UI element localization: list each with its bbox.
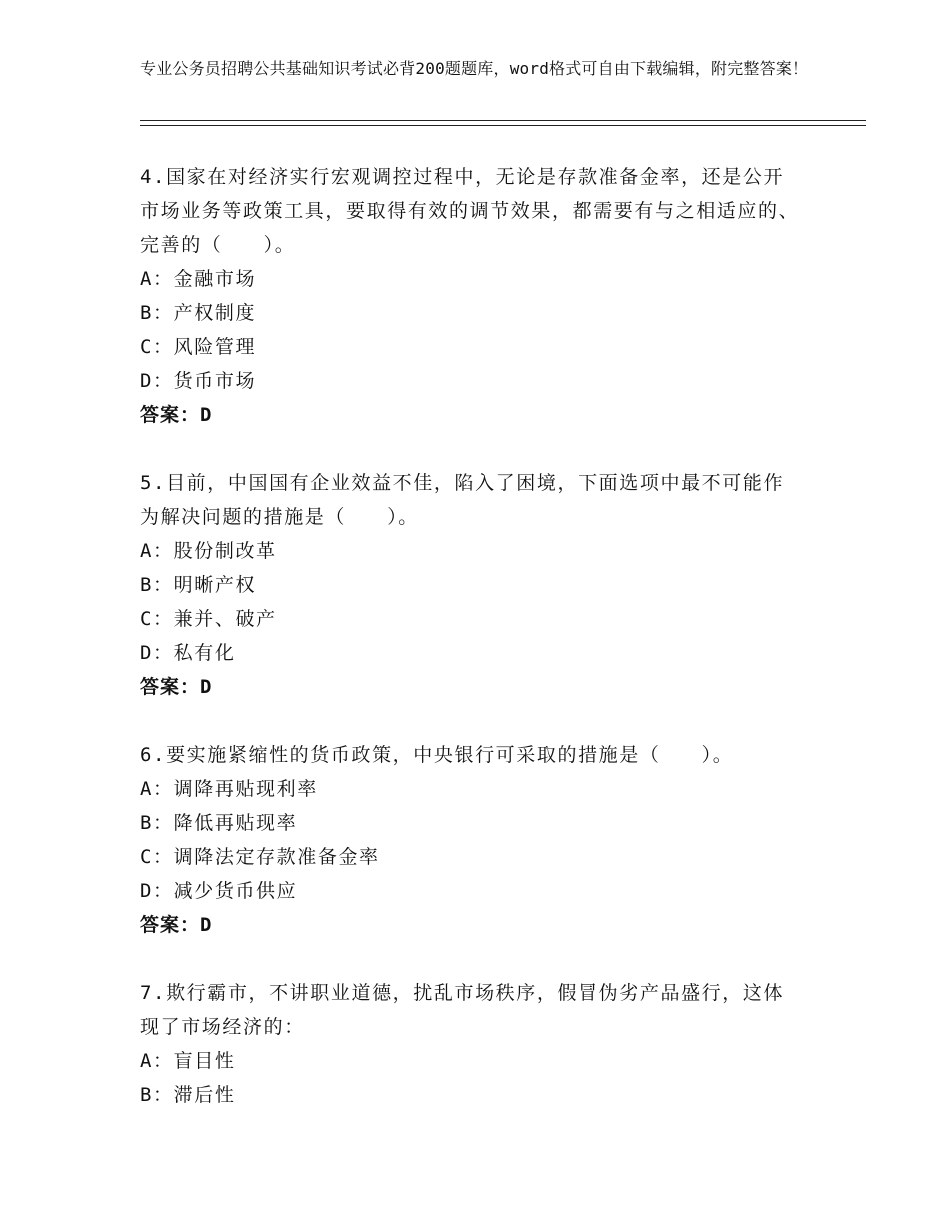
question-item — [140, 738, 800, 942]
question-option: A：金融市场 — [140, 268, 257, 290]
question-option: B：降低再贴现率 — [140, 812, 298, 834]
question-option: A：调降再贴现利率 — [140, 778, 318, 800]
question-option: A：股份制改革 — [140, 540, 277, 562]
question-text: 5.目前，中国国有企业效益不佳，陷入了困境，下面选项中最不可能作为解决问题的措施是（ ）。 — [140, 472, 785, 528]
question-option: B：产权制度 — [140, 302, 257, 324]
question-text: 6.要实施紧缩性的货币政策，中央银行可采取的措施是（ ）。 — [140, 744, 734, 766]
question-option: D：减少货币供应 — [140, 880, 298, 902]
question-option: B：明晰产权 — [140, 574, 257, 596]
question-option: A：盲目性 — [140, 1050, 236, 1072]
question-item — [140, 466, 800, 704]
question-option: C：调降法定存款准备金率 — [140, 846, 380, 868]
question-option: B：滞后性 — [140, 1084, 236, 1106]
question-text: 4.国家在对经济实行宏观调控过程中，无论是存款准备金率，还是公开市场业务等政策工具，要取得有效的调节效果，都需要有与之相适应的、完善的（ ）。 — [140, 166, 800, 256]
question-answer: 答案：D — [140, 404, 213, 426]
document-header: 专业公务员招聘公共基础知识考试必背200题题库，word格式可自由下载编辑，附完整答案！ — [140, 59, 809, 78]
question-answer: 答案：D — [140, 676, 213, 698]
question-text: 7.欺行霸市，不讲职业道德，扰乱市场秩序，假冒伪劣产品盛行，这体现了市场经济的： — [140, 982, 785, 1038]
question-option: D：货币市场 — [140, 370, 257, 392]
question-item — [140, 160, 800, 432]
header-divider — [140, 120, 866, 126]
question-option: C：风险管理 — [140, 336, 257, 358]
question-answer: 答案：D — [140, 914, 213, 936]
question-option: D：私有化 — [140, 642, 236, 664]
question-list — [140, 160, 800, 1146]
question-option: C：兼并、破产 — [140, 608, 277, 630]
question-item — [140, 976, 800, 1112]
